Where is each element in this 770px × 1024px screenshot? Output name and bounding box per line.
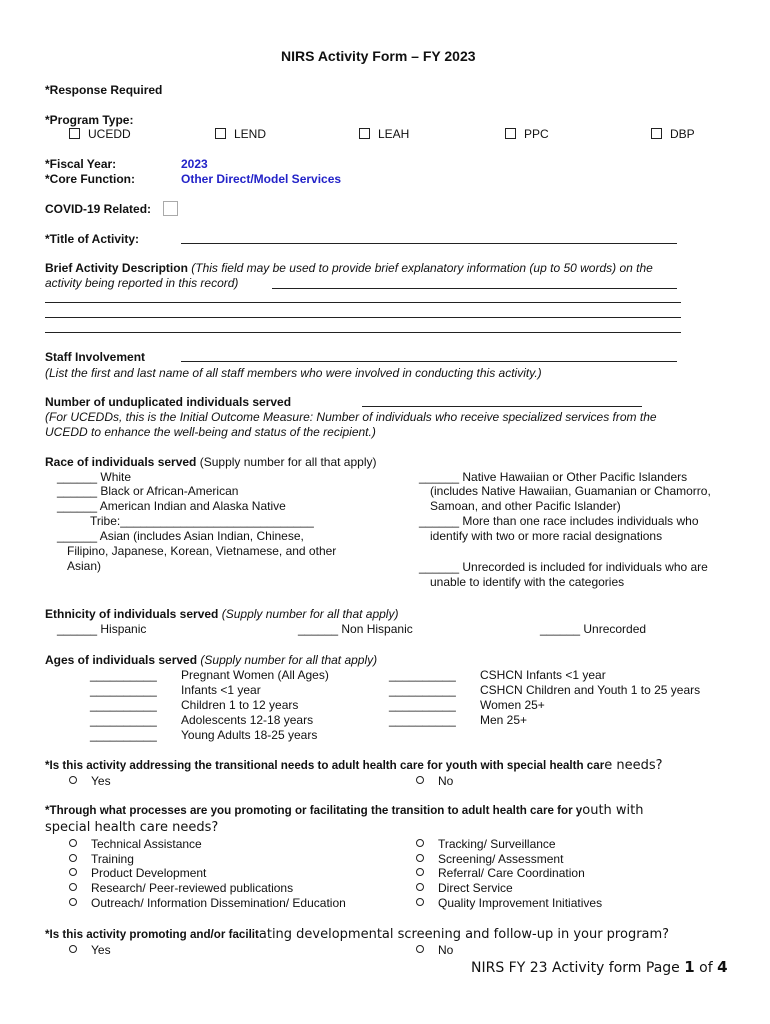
transition-no-option[interactable]: No [416, 774, 453, 788]
process-option[interactable]: Quality Improvement Initiatives [416, 896, 602, 910]
staff-involvement-field[interactable] [181, 361, 677, 362]
radio-icon[interactable] [69, 868, 77, 876]
age-label: Children 1 to 12 years [181, 698, 299, 712]
age-blank[interactable]: __________ [90, 683, 157, 697]
radio-icon[interactable] [416, 776, 424, 784]
radio-icon[interactable] [416, 945, 424, 953]
age-label: Pregnant Women (All Ages) [181, 668, 329, 682]
age-label: Women 25+ [480, 698, 545, 712]
staff-involvement-hint: (List the first and last name of all staff members who were involved in conducting this activity.) [45, 366, 542, 380]
program-type-ppc[interactable]: PPC [505, 127, 549, 141]
radio-icon[interactable] [69, 854, 77, 862]
race-native[interactable]: ______ American Indian and Alaska Native [57, 499, 286, 513]
race-asian-desc: Asian) [67, 559, 102, 573]
ethnicity-heading: Ethnicity of individuals served (Supply number for all that apply) [45, 607, 399, 621]
page-footer: NIRS FY 23 Activity form Page 1 of 4 [471, 958, 728, 976]
processes-question-cont: special health care needs? [45, 820, 219, 835]
race-nhpi-desc: Samoan, and other Pacific Islander) [430, 499, 621, 513]
age-label: Infants <1 year [181, 683, 261, 697]
core-function-value[interactable]: Other Direct/Model Services [181, 172, 342, 186]
ethnicity-unrecorded[interactable]: ______ Unrecorded [540, 622, 647, 636]
transition-yes-option[interactable]: Yes [69, 774, 111, 788]
checkbox-icon[interactable] [359, 128, 370, 139]
checkbox-icon[interactable] [651, 128, 662, 139]
brief-description-hint: activity being reported in this record) [45, 276, 239, 290]
age-label: Men 25+ [480, 713, 528, 727]
process-option[interactable]: Outreach/ Information Dissemination/ Education [69, 896, 346, 910]
brief-description-field[interactable] [45, 302, 681, 303]
program-type-dbp[interactable]: DBP [651, 127, 695, 141]
processes-question: *Through what processes are you promoting or facilitating the transition to adult health care for youth with [45, 803, 644, 818]
ethnicity-non-hispanic[interactable]: ______ Non Hispanic [298, 622, 413, 636]
checkbox-icon[interactable] [69, 128, 80, 139]
age-blank[interactable]: __________ [389, 713, 456, 727]
radio-icon[interactable] [69, 945, 77, 953]
form-title: NIRS Activity Form – FY 2023 [281, 48, 476, 64]
race-unrecorded[interactable]: ______ Unrecorded is included for individuals who are [419, 560, 708, 574]
title-of-activity-field[interactable] [181, 243, 677, 244]
race-black[interactable]: ______ Black or African-American [57, 484, 239, 498]
brief-description-field[interactable] [45, 332, 681, 333]
checkbox-icon[interactable] [505, 128, 516, 139]
age-blank[interactable]: __________ [389, 668, 456, 682]
age-blank[interactable]: __________ [389, 683, 456, 697]
race-multi[interactable]: ______ More than one race includes individuals who [419, 514, 699, 528]
page-total: 4 [717, 958, 728, 976]
unduplicated-hint-1: (For UCEDDs, this is the Initial Outcome Measure: Number of individuals who receive specialized services from the [45, 410, 657, 424]
covid-checkbox[interactable] [163, 201, 178, 216]
unduplicated-hint-2: UCEDD to enhance the well-being and status of the recipient.) [45, 425, 376, 439]
process-option[interactable]: Technical Assistance [69, 837, 202, 851]
process-option[interactable]: Training [69, 852, 134, 866]
process-option[interactable]: Screening/ Assessment [416, 852, 563, 866]
response-required-note: *Response Required [45, 83, 163, 97]
radio-icon[interactable] [416, 854, 424, 862]
brief-description-heading: Brief Activity Description (This field may be used to provide brief explanatory information (up to 50 words) on the [45, 261, 653, 275]
screening-no-option[interactable]: No [416, 943, 453, 957]
unduplicated-label: Number of unduplicated individuals served [45, 395, 292, 409]
title-of-activity-label: *Title of Activity: [45, 232, 140, 246]
process-option[interactable]: Product Development [69, 866, 206, 880]
race-heading: Race of individuals served (Supply number for all that apply) [45, 455, 377, 469]
radio-icon[interactable] [69, 839, 77, 847]
staff-involvement-label: Staff Involvement [45, 350, 146, 364]
program-type-label: *Program Type: [45, 113, 134, 127]
race-nhpi-desc: (includes Native Hawaiian, Guamanian or Chamorro, [430, 484, 711, 498]
ethnicity-hispanic[interactable]: ______ Hispanic [57, 622, 147, 636]
core-function-label: *Core Function: [45, 172, 135, 186]
screening-question: *Is this activity promoting and/or facilitating developmental screening and follow-up in your program? [45, 927, 670, 942]
age-label: Young Adults 18-25 years [181, 728, 318, 742]
program-type-ucedd[interactable]: UCEDD [69, 127, 131, 141]
radio-icon[interactable] [416, 868, 424, 876]
age-label: CSHCN Children and Youth 1 to 25 years [480, 683, 701, 697]
process-option[interactable]: Referral/ Care Coordination [416, 866, 585, 880]
fiscal-year-label: *Fiscal Year: [45, 157, 117, 171]
program-type-leah[interactable]: LEAH [359, 127, 409, 141]
race-unrecorded-desc: unable to identify with the categories [430, 575, 625, 589]
checkbox-icon[interactable] [215, 128, 226, 139]
radio-icon[interactable] [69, 883, 77, 891]
age-blank[interactable]: __________ [389, 698, 456, 712]
age-label: CSHCN Infants <1 year [480, 668, 606, 682]
covid-label: COVID-19 Related: [45, 202, 152, 216]
age-blank[interactable]: __________ [90, 698, 157, 712]
brief-description-field[interactable] [272, 288, 677, 289]
transition-question: *Is this activity addressing the transitional needs to adult health care for youth with special health care needs? [45, 758, 663, 773]
radio-icon[interactable] [69, 898, 77, 906]
race-asian-desc: Filipino, Japanese, Korean, Vietnamese, and other [67, 544, 337, 558]
fiscal-year-value[interactable]: 2023 [181, 157, 208, 171]
race-white[interactable]: ______ White [57, 470, 132, 484]
page-number: 1 [684, 958, 695, 976]
race-asian[interactable]: ______ Asian (includes Asian Indian, Chinese, [57, 529, 304, 543]
age-blank[interactable]: __________ [90, 668, 157, 682]
radio-icon[interactable] [416, 898, 424, 906]
radio-icon[interactable] [69, 776, 77, 784]
radio-icon[interactable] [416, 839, 424, 847]
radio-icon[interactable] [416, 883, 424, 891]
race-nhpi[interactable]: ______ Native Hawaiian or Other Pacific Islanders [419, 470, 688, 484]
race-multi-desc: identify with two or more racial designations [430, 529, 663, 543]
process-option[interactable]: Direct Service [416, 881, 513, 895]
unduplicated-field[interactable] [362, 406, 642, 407]
process-option[interactable]: Research/ Peer-reviewed publications [69, 881, 293, 895]
age-blank[interactable]: __________ [90, 728, 157, 742]
program-type-lend[interactable]: LEND [215, 127, 266, 141]
race-tribe[interactable]: Tribe:_____________________________ [90, 514, 314, 528]
screening-yes-option[interactable]: Yes [69, 943, 111, 957]
ages-heading: Ages of individuals served (Supply number for all that apply) [45, 653, 378, 667]
age-blank[interactable]: __________ [90, 713, 157, 727]
process-option[interactable]: Tracking/ Surveillance [416, 837, 556, 851]
brief-description-field[interactable] [45, 317, 681, 318]
age-label: Adolescents 12-18 years [181, 713, 314, 727]
